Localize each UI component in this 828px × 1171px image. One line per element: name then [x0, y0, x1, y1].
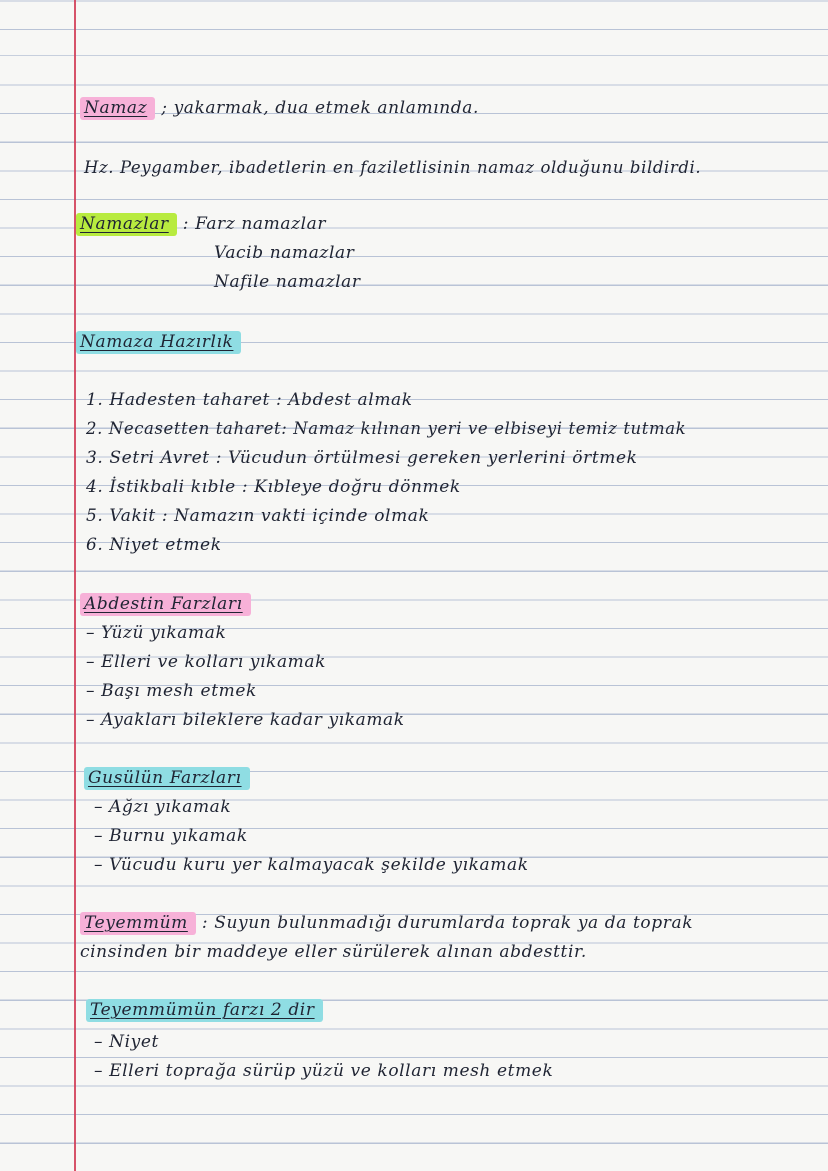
teyemmum-definition-1: : Suyun bulunmadığı durumlarda toprak ya da toprak [201, 913, 694, 933]
top-rule [0, 55, 828, 56]
heading-gusul-row [84, 768, 250, 788]
namaz-definition-text: ; yakarmak, dua etmek anlamında. [161, 98, 479, 118]
hazirlik-item-1: 1. Hadesten taharet : Abdest almak [86, 390, 413, 410]
heading-namaza-hazirlik: Namaza Hazırlık [76, 331, 241, 354]
hazirlik-item-6: 6. Niyet etmek [86, 535, 222, 555]
teyemmum-farz-item-2: – Elleri toprağa sürüp yüzü ve kolları mesh etmek [94, 1061, 554, 1081]
abdest-item-4: – Ayakları bileklere kadar yıkamak [86, 710, 405, 730]
abdest-item-1: – Yüzü yıkamak [86, 623, 227, 643]
heading-teyemmum-farzi-row [86, 1000, 323, 1020]
heading-teyemmum: Teyemmüm [80, 912, 196, 935]
hazirlik-item-2: 2. Necasetten taharet: Namaz kılınan yeri ve elbiseyi temiz tutmak [86, 419, 687, 438]
abdest-item-2: – Elleri ve kolları yıkamak [86, 652, 327, 672]
hazirlik-item-5: 5. Vakit : Namazın vakti içinde olmak [86, 506, 430, 526]
teyemmum-row [80, 913, 693, 933]
heading-namaza-hazirlik-row [76, 332, 241, 352]
heading-namaz: Namaz [80, 97, 155, 120]
namazlar-item-1: : Farz namazlar [182, 214, 327, 234]
gusul-item-1: – Ağzı yıkamak [94, 797, 232, 817]
namazlar-item-2: Vacib namazlar [214, 243, 355, 263]
teyemmum-farz-item-1: – Niyet [94, 1032, 159, 1052]
heading-abdest-row [80, 594, 251, 614]
hazirlik-item-3: 3. Setri Avret : Vücudun örtülmesi gereken yerlerini örtmek [86, 448, 638, 468]
abdest-item-3: – Başı mesh etmek [86, 681, 257, 701]
heading-abdestin-farzlari: Abdestin Farzları [80, 593, 251, 616]
gusul-item-3: – Vücudu kuru yer kalmayacak şekilde yıkamak [94, 855, 529, 875]
namazlar-item-3: Nafile namazlar [214, 272, 361, 292]
heading-gusulun-farzlari: Gusülün Farzları [84, 767, 250, 790]
heading-namazlar: Namazlar [76, 213, 177, 236]
heading-teyemmumun-farzi: Teyemmümün farzı 2 dir [86, 999, 323, 1022]
namaz-definition [80, 98, 479, 118]
namazlar-row [76, 214, 326, 234]
margin-line [74, 0, 76, 1171]
gusul-item-2: – Burnu yıkamak [94, 826, 248, 846]
teyemmum-definition-2: cinsinden bir maddeye eller sürülerek alınan abdesttir. [80, 942, 587, 962]
hazirlik-item-4: 4. İstikbali kıble : Kıbleye doğru dönmek [86, 477, 461, 497]
hadith-line: Hz. Peygamber, ibadetlerin en faziletlisinin namaz olduğunu bildirdi. [84, 158, 702, 177]
